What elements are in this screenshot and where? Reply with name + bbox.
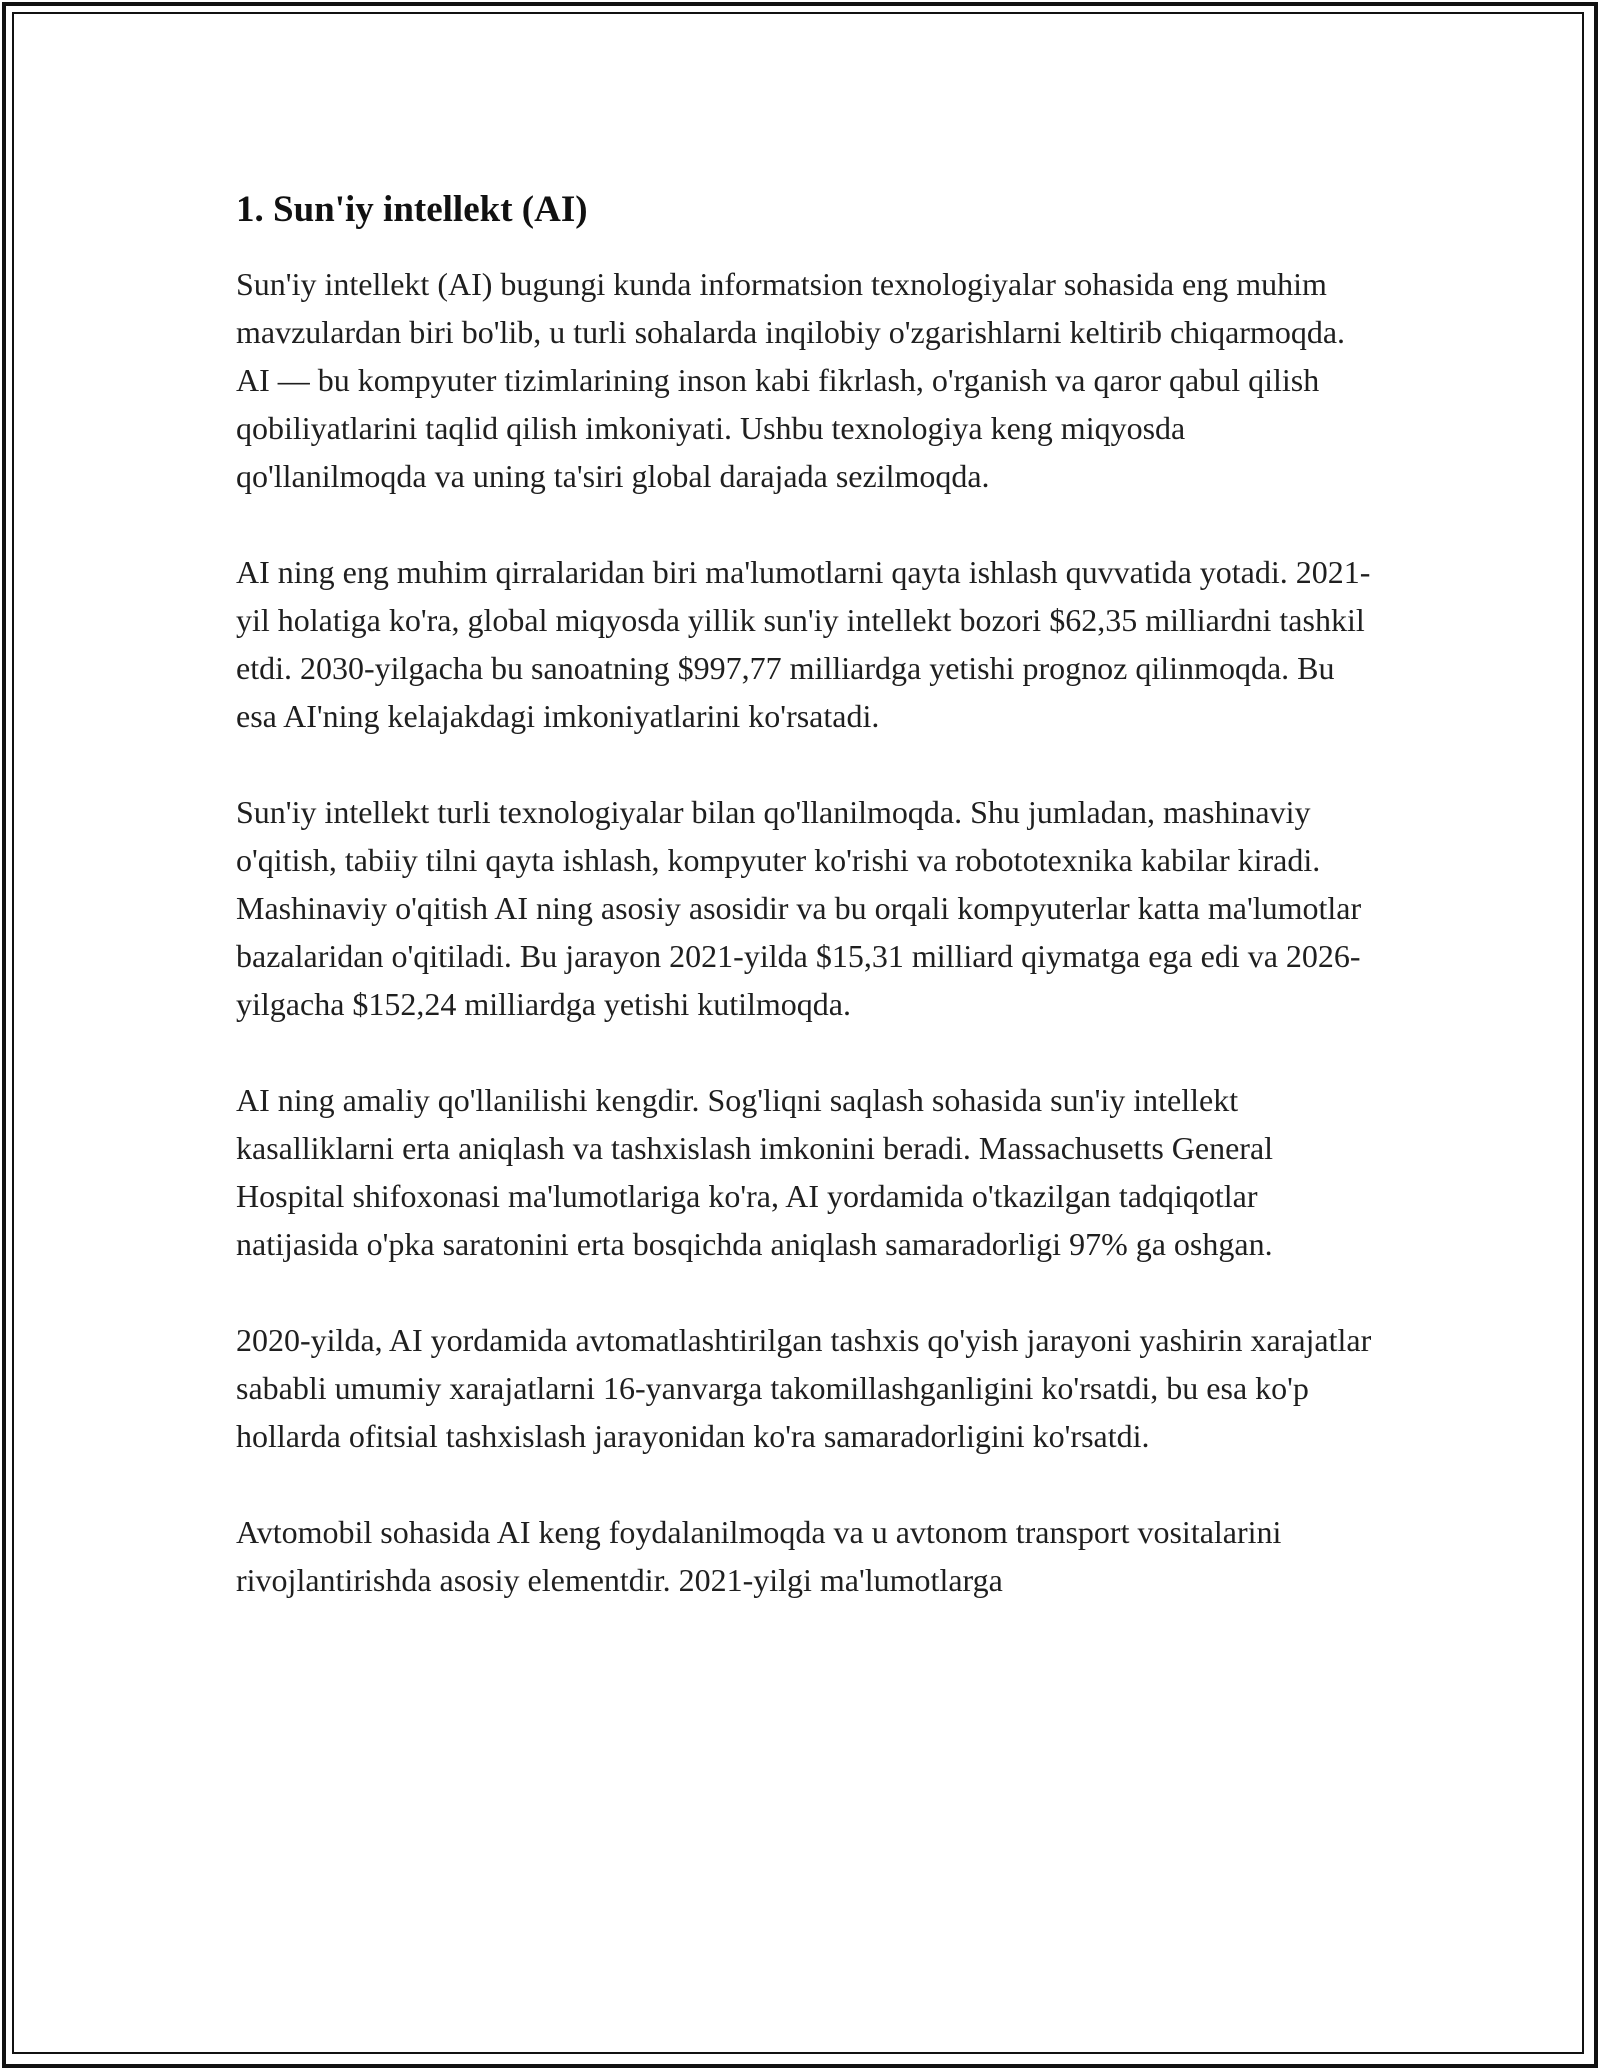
paragraph-ai-technologies: Sun'iy intellekt turli texnologiyalar bilan qo'llanilmoqda. Shu jumladan, mashinaviy o'qitish, tabiiy tilni qayta ishlash, kompyuter ko'rishi va robototexnika kabilar kiradi. Mashinaviy o'qitish AI ning asosiy asosidir va bu orqali kompyuterlar katta ma'lumotlar bazalaridan o'qitiladi. Bu jarayon 2021-yilda $15,31 milliard qiymatga ega edi va 2026-yilgacha $152,24 milliardga yetishi kutilmoqda. — [236, 794, 1362, 1023]
paragraph-ai-intro: Sun'iy intellekt (AI) bugungi kunda informatsion texnologiyalar sohasida eng muhim mavzulardan biri bo'lib, u turli sohalarda inqilobiy o'zgarishlarni keltirib chiqarmoqda. AI — bu kompyuter tizimlarining inson kabi fikrlash, o'rganish va qaror qabul qilish qobiliyatlarini taqlid qilish imkoniyati. Ushbu texnologiya keng miqyosda qo'llanilmoqda va uning ta'siri global darajada sezilmoqda. — [236, 266, 1346, 495]
paragraph-ai-diagnosis: 2020-yilda, AI yordamida avtomatlashtirilgan tashxis qo'yish jarayoni yashirin xarajatlar sababli umumiy xarajatlarni 16-yanvarga takomillashganligini ko'rsatdi, bu esa ko'p hollarda ofitsial tashxislash jarayonidan ko'ra samaradorligini ko'rsatdi. — [236, 1322, 1372, 1455]
paragraph-ai-automotive: Avtomobil sohasida AI keng foydalanilmoqda va u avtonom transport vositalarini rivojlantirishda asosiy elementdir. 2021-yilgi ma'lumotlarga — [236, 1514, 1282, 1599]
section-heading: 1. Sun'iy intellekt (AI) — [236, 189, 588, 230]
paragraph-ai-market: AI ning eng muhim qirralaridan biri ma'lumotlarni qayta ishlash quvvatida yotadi. 2021-yil holatiga ko'ra, global miqyosda yillik sun'iy intellekt bozori $62,35 milliardni tashkil etdi. 2030-yilgacha bu sanoatning $997,77 milliardga yetishi prognoz qilinmoqda. Bu esa AI'ning kelajakdagi imkoniyatlarini ko'rsatadi. — [236, 554, 1371, 735]
paragraph-ai-healthcare: AI ning amaliy qo'llanilishi kengdir. Sog'liqni saqlash sohasida sun'iy intellekt kasalliklarni erta aniqlash va tashxislash imkonini beradi. Massachusetts General Hospital shifoxonasi ma'lumotlariga ko'ra, AI yordamida o'tkazilgan tadqiqotlar natijasida o'pka saratonini erta bosqichda aniqlash samaradorligi 97% ga oshgan. — [236, 1082, 1274, 1263]
document-body — [236, 188, 1376, 1652]
